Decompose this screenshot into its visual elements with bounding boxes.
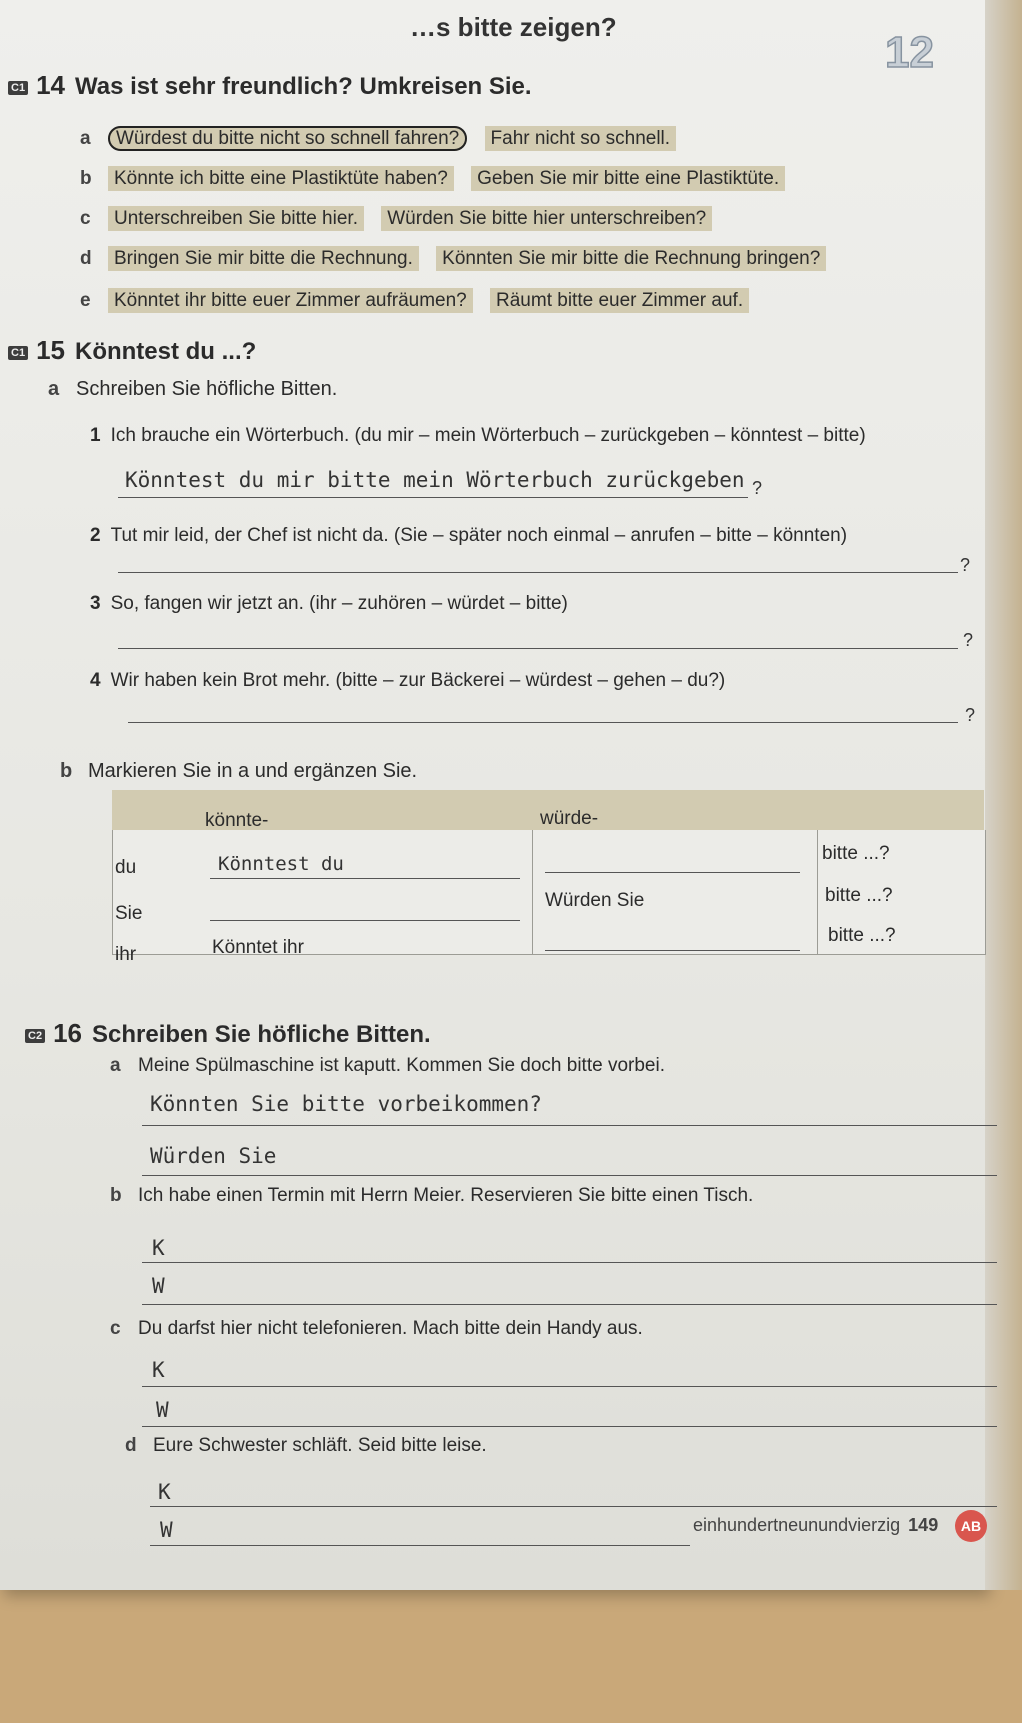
ex14-row-b: b Könnte ich bitte eine Plastiktüte haben? Geben Sie mir bitte eine Plastiktüte. xyxy=(80,168,785,190)
ex15-title xyxy=(8,335,256,366)
table-divider xyxy=(532,830,533,954)
answer-line[interactable] xyxy=(118,648,958,649)
ex16-answer-c-k[interactable]: K xyxy=(152,1358,165,1382)
page-number: einhundertneunundvierzig 149 xyxy=(693,1515,939,1535)
ex16-item-d: d Eure Schwester schläft. Seid bitte leise. xyxy=(125,1435,487,1456)
answer-line[interactable] xyxy=(150,1506,997,1507)
table-divider xyxy=(817,830,818,954)
table-answer-line xyxy=(210,878,520,879)
ex16-answer-d-k[interactable]: K xyxy=(158,1480,171,1504)
ex14-option-right[interactable]: Geben Sie mir bitte eine Plastiktüte. xyxy=(471,166,785,191)
table-head-koennte: könnte- xyxy=(205,810,269,831)
answer-line[interactable] xyxy=(118,572,958,573)
ex14-badge: C1 xyxy=(8,81,28,95)
ex14-number: 14 xyxy=(36,70,65,100)
table-answer-line[interactable] xyxy=(210,920,520,921)
table-head-wuerde: würde- xyxy=(540,808,599,829)
question-mark: ? xyxy=(960,555,971,575)
ex16-title-text: Schreiben Sie höfliche Bitten. xyxy=(91,1021,431,1048)
table-answer-line[interactable] xyxy=(545,950,800,951)
ex15-item-4: 4 Wir haben kein Brot mehr. (bitte – zur Bäckerei – würdest – gehen – du?) xyxy=(90,670,726,691)
table-bitte: bitte ...? xyxy=(822,843,890,864)
answer-line[interactable] xyxy=(142,1426,997,1427)
ex14-title-text: Was ist sehr freundlich? Umkreisen Sie. xyxy=(74,73,532,100)
ex14-option-right[interactable]: Fahr nicht so schnell. xyxy=(485,126,677,151)
ex14-option-left[interactable]: Unterschreiben Sie bitte hier. xyxy=(108,206,364,231)
answer-line[interactable] xyxy=(142,1262,997,1263)
ex16-answer-b-w[interactable]: W xyxy=(152,1274,165,1298)
ex14-option-left[interactable]: Könntet ihr bitte euer Zimmer aufräumen? xyxy=(108,288,473,313)
question-mark: ? xyxy=(752,478,763,498)
answer-line[interactable] xyxy=(142,1386,997,1387)
ex14-row-e: e Könntet ihr bitte euer Zimmer aufräumen? Räumt bitte euer Zimmer auf. xyxy=(80,290,749,312)
ex14-option-right[interactable]: Räumt bitte euer Zimmer auf. xyxy=(490,288,749,313)
answer-line xyxy=(118,497,748,498)
ex14-option-right[interactable]: Könnten Sie mir bitte die Rechnung bringen? xyxy=(436,246,826,271)
table-bitte: bitte ...? xyxy=(828,925,896,946)
ex16-answer-a-k[interactable]: Könnten Sie bitte vorbeikommen? xyxy=(150,1092,542,1116)
table-answer-line[interactable] xyxy=(545,872,800,873)
ex14-row-a: a Würdest du bitte nicht so schnell fahren? Fahr nicht so schnell. xyxy=(80,128,676,150)
ab-badge-icon: AB xyxy=(955,1510,987,1542)
ex16-badge: C2 xyxy=(25,1029,45,1043)
table-wuerde-sie: Würden Sie xyxy=(545,890,645,911)
ex16-answer-d-w[interactable]: W xyxy=(160,1518,173,1542)
answer-line[interactable] xyxy=(150,1545,690,1546)
ex16-item-a: a Meine Spülmaschine ist kaputt. Kommen Sie doch bitte vorbei. xyxy=(110,1055,665,1076)
ex16-answer-b-k[interactable]: K xyxy=(152,1236,165,1260)
ex16-answer-c-w[interactable]: W xyxy=(156,1398,169,1422)
answer-line[interactable] xyxy=(142,1304,997,1305)
ex15-a-instruction: a Schreiben Sie höfliche Bitten. xyxy=(48,378,338,400)
table-bitte: bitte ...? xyxy=(825,885,893,906)
table-koennte-du[interactable]: Könntest du xyxy=(218,853,344,875)
ex15-number: 15 xyxy=(36,335,65,365)
ex16-item-b: b Ich habe einen Termin mit Herrn Meier. Reservieren Sie bitte einen Tisch. xyxy=(110,1185,754,1206)
top-heading-fragment: …s bitte zeigen? xyxy=(410,12,617,42)
ex16-answer-a-w[interactable]: Würden Sie xyxy=(150,1144,277,1168)
ex16-number: 16 xyxy=(53,1018,82,1048)
ex15-item-2: 2 Tut mir leid, der Chef ist nicht da. (Sie – später noch einmal – anrufen – bitte – könnten) xyxy=(90,525,848,546)
ex14-row-d: d Bringen Sie mir bitte die Rechnung. Könnten Sie mir bitte die Rechnung bringen? xyxy=(80,248,826,270)
question-mark: ? xyxy=(965,705,976,725)
ex16-item-c: c Du darfst hier nicht telefonieren. Mach bitte dein Handy aus. xyxy=(110,1318,643,1339)
ex15-item-1: 1 Ich brauche ein Wörterbuch. (du mir – mein Wörterbuch – zurückgeben – könntest – bitte) xyxy=(90,425,866,446)
page-edge xyxy=(985,0,1022,1590)
answer-line xyxy=(142,1175,997,1176)
ex15-title-text: Könntest du ...? xyxy=(74,338,257,365)
table-koennte-ihr: Könntet ihr xyxy=(212,937,304,958)
ex15-item-3: 3 So, fangen wir jetzt an. (ihr – zuhören – würdet – bitte) xyxy=(90,593,568,614)
answer-line xyxy=(142,1125,997,1126)
ex15-answer-1[interactable]: Könntest du mir bitte mein Wörterbuch zurückgeben xyxy=(125,468,745,492)
question-mark: ? xyxy=(963,630,974,650)
answer-line[interactable] xyxy=(128,722,958,723)
table-pronoun-sie: Sie xyxy=(115,903,143,924)
ex15-badge: C1 xyxy=(8,346,28,360)
ex14-option-left-circled[interactable]: Würdest du bitte nicht so schnell fahren? xyxy=(108,126,467,151)
table-pronoun-ihr: ihr xyxy=(115,944,137,965)
ex14-option-right[interactable]: Würden Sie bitte hier unterschreiben? xyxy=(381,206,712,231)
ex14-option-left[interactable]: Könnte ich bitte eine Plastiktüte haben? xyxy=(108,166,454,191)
ex16-title xyxy=(25,1018,431,1049)
chapter-number: 12 xyxy=(885,28,934,77)
ex14-row-c: c Unterschreiben Sie bitte hier. Würden Sie bitte hier unterschreiben? xyxy=(80,208,712,230)
ex15-b-instruction: b Markieren Sie in a und ergänzen Sie. xyxy=(60,760,418,782)
ex14-option-left[interactable]: Bringen Sie mir bitte die Rechnung. xyxy=(108,246,419,271)
table-pronoun-du: du xyxy=(115,857,137,878)
ex14-title xyxy=(8,70,532,101)
